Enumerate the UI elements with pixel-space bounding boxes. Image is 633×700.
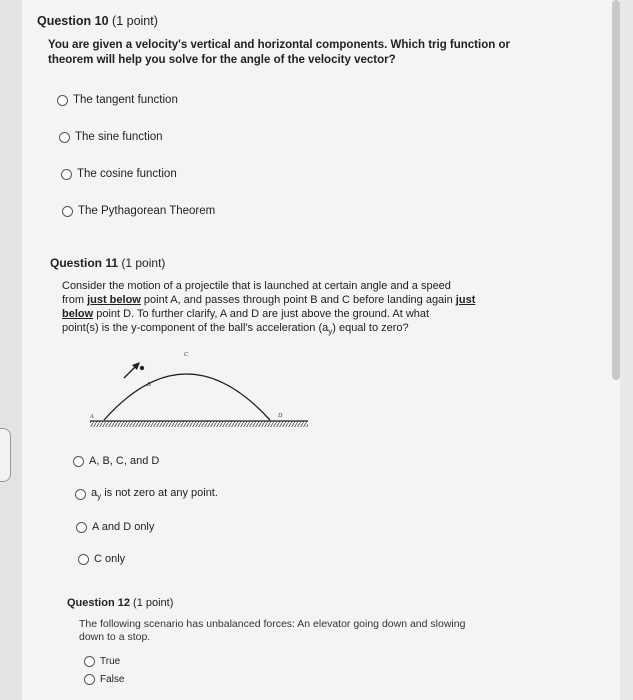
- q10-option-3[interactable]: [61, 168, 177, 180]
- q11-option-1[interactable]: [73, 455, 159, 467]
- option-label: The tangent function: [73, 94, 178, 106]
- q12-title: [67, 597, 173, 609]
- q10-title: [37, 14, 158, 28]
- q10-text: [48, 38, 510, 67]
- radio-button[interactable]: [59, 132, 70, 143]
- q10-text-line1: You are given a velocity's vertical and horizontal components. Which trig function or: [48, 39, 510, 51]
- option-label: A and D only: [92, 521, 155, 533]
- option-label: The Pythagorean Theorem: [78, 205, 216, 217]
- label-a: A: [90, 414, 94, 420]
- radio-button[interactable]: [57, 95, 68, 106]
- q12-option-false[interactable]: [84, 674, 124, 685]
- q11-underline-just: just: [455, 294, 476, 306]
- q11-line2: [62, 293, 475, 307]
- q11-line4-sub: y: [328, 327, 333, 337]
- q10-option-2[interactable]: [59, 131, 163, 143]
- ground-hatching: [90, 421, 308, 427]
- trajectory-arc: [104, 374, 270, 420]
- q12-text-line1: The following scenario has unbalanced forces: An elevator going down and slowing: [79, 618, 466, 630]
- q10-points: (1 point): [112, 14, 158, 28]
- q11-line2-a: from: [62, 294, 88, 306]
- label-b: B: [147, 382, 151, 388]
- label-c: C: [184, 352, 189, 358]
- option-text: is not zero at any point.: [104, 487, 218, 499]
- q11-underline-below: below: [62, 308, 94, 320]
- q10-option-4[interactable]: [62, 205, 215, 217]
- radio-button[interactable]: [73, 456, 84, 467]
- option-label: The sine function: [75, 131, 163, 143]
- radio-button[interactable]: [61, 169, 72, 180]
- option-subscript: y: [97, 492, 102, 502]
- q12-title-text: Question 12: [67, 597, 130, 609]
- option-label: [91, 487, 218, 501]
- q12-points: (1 point): [133, 597, 174, 609]
- radio-button[interactable]: [62, 206, 73, 217]
- q11-line4: [62, 321, 475, 339]
- q11-option-4[interactable]: [78, 553, 125, 565]
- projectile-diagram: [90, 348, 310, 433]
- option-label: The cosine function: [77, 168, 177, 180]
- option-prefix: a: [91, 487, 98, 499]
- q12-option-true[interactable]: [84, 656, 120, 667]
- label-d: D: [278, 413, 283, 419]
- q10-title-text: Question 10: [37, 14, 109, 28]
- q10-option-1[interactable]: [57, 94, 178, 106]
- q11-title: [50, 256, 165, 270]
- q12-text: [79, 618, 465, 644]
- option-label: True: [100, 656, 121, 667]
- q12-text-line2: down to a stop.: [79, 631, 151, 643]
- radio-button[interactable]: [76, 522, 87, 533]
- option-label: A, B, C, and D: [89, 455, 160, 467]
- q11-line3: [62, 307, 475, 321]
- radio-button[interactable]: [75, 489, 86, 500]
- q11-line4-b: ) equal to zero?: [332, 322, 409, 334]
- side-tab[interactable]: [0, 428, 11, 482]
- q11-option-3[interactable]: [76, 521, 154, 533]
- projectile-ball: [140, 366, 144, 370]
- q11-line4-a: point(s) is the y-component of the ball's acceleration (a: [62, 322, 329, 334]
- q11-underline-just-below: just below: [87, 294, 141, 306]
- q11-line1: Consider the motion of a projectile that is launched at certain angle and a speed: [62, 280, 451, 292]
- q11-line2-b: point A, and passes through point B and C before landing again: [140, 294, 456, 306]
- q11-text: [62, 279, 475, 339]
- q11-points: (1 point): [121, 256, 166, 270]
- radio-button[interactable]: [78, 554, 89, 565]
- q10-text-line2: theorem will help you solve for the angle of the velocity vector?: [48, 53, 396, 66]
- q11-title-text: Question 11: [50, 256, 119, 270]
- q11-line3-b: point D. To further clarify, A and D are just above the ground. At what: [93, 308, 430, 320]
- option-label: C only: [94, 553, 126, 565]
- radio-button[interactable]: [84, 656, 95, 667]
- radio-button[interactable]: [84, 674, 95, 685]
- option-label: False: [100, 674, 125, 685]
- scrollbar[interactable]: [612, 0, 620, 380]
- q11-option-2[interactable]: [75, 487, 218, 501]
- left-edge: [0, 0, 22, 700]
